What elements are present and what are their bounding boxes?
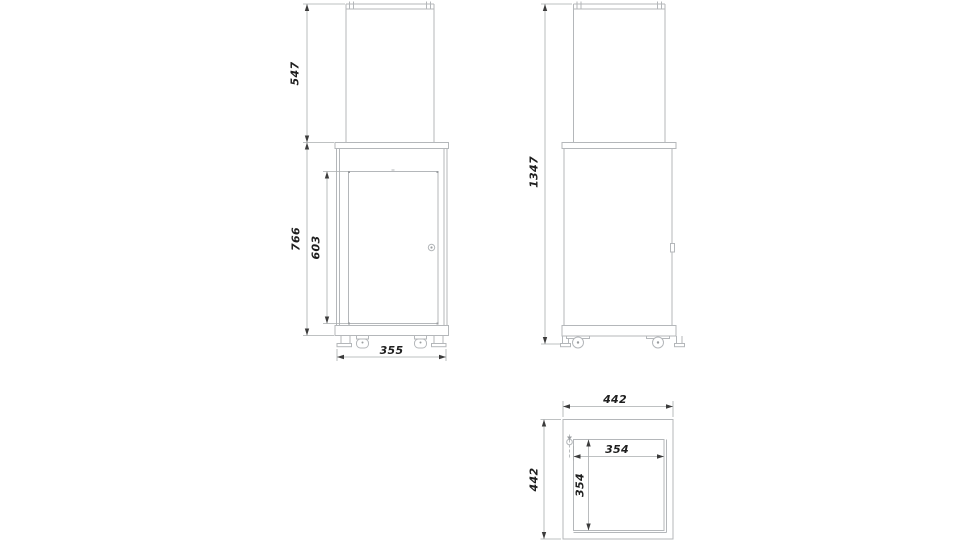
door-knob [428,244,434,250]
dimension-front-door-height [310,172,349,324]
dim-label-front-base-width: 355 [379,344,404,357]
dim-label-front-door-height: 603 [309,235,323,260]
body-front [337,149,448,326]
door-hinge-mark [348,323,350,325]
dimension-top-outer-width [563,393,673,417]
leveling-foot-right-side [675,336,685,347]
door-hinge-mark [437,171,439,173]
leveling-foot-left-front [337,336,352,347]
dim-label-top-inner-depth: 354 [573,473,587,497]
dim-label-front-glass-height: 547 [288,61,302,86]
dimension-top-outer-depth [528,420,562,540]
dim-label-top-outer-width: 442 [603,393,627,406]
top-cap-front [335,143,449,149]
base-plate-side [562,326,676,337]
dimension-side-total-height [528,4,573,344]
base-plate-front [335,326,449,336]
dimension-front-glass-height [289,4,346,143]
door-hinge-mark [437,323,439,325]
door-hinge-mark [348,171,350,173]
top-view-valve-knob [567,435,573,458]
door-front [348,170,439,325]
top-cap-side [562,143,676,149]
caster-right-side [647,336,670,348]
dim-label-front-body-height: 766 [289,227,303,251]
caster-right-front [415,336,427,349]
glass-chamber-front [346,2,434,143]
base-side [561,326,685,349]
dimension-front-base-width [337,344,446,361]
body-side [564,149,675,326]
dim-label-side-total-height: 1347 [527,156,541,188]
dim-label-top-inner-width: 354 [605,443,629,456]
glass-chamber-side [574,2,666,143]
glass-corner-posts-front [350,2,431,10]
side-view [528,2,685,349]
dim-label-top-outer-depth: 442 [527,467,541,492]
door-hinge-side [671,244,675,253]
caster-left-front [357,336,369,349]
dimension-top-inner-depth [574,440,591,531]
front-view [289,2,449,362]
leveling-foot-right-front [432,336,447,347]
top-view [528,393,674,539]
glass-corner-posts-side [577,2,662,10]
